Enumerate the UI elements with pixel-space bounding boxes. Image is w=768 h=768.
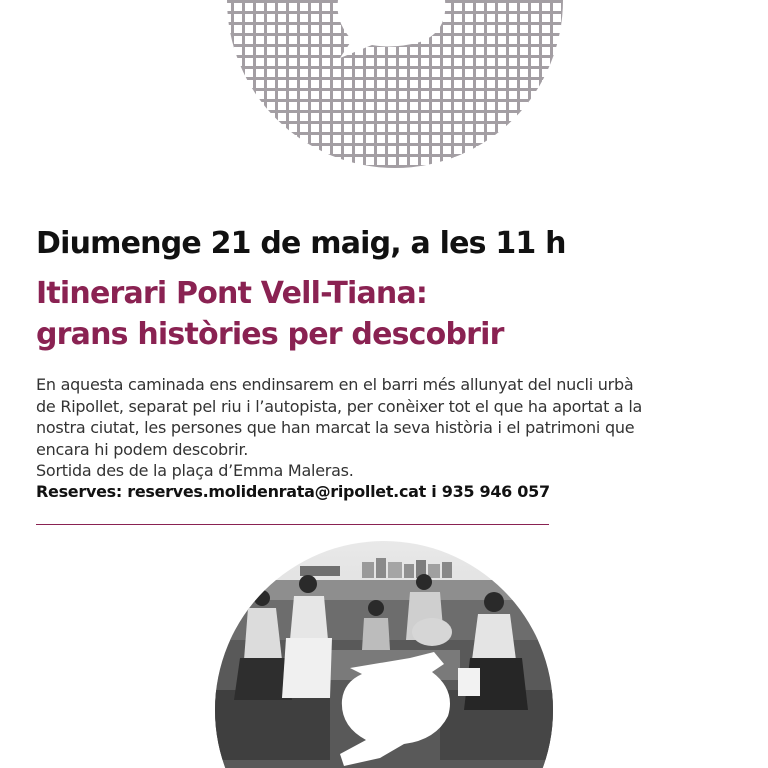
reservations-label: Reserves: — [36, 482, 122, 501]
reservations-phone[interactable]: 935 946 057 — [441, 482, 550, 501]
top-decorative-graphic — [0, 0, 768, 180]
checkered-circle-speech-bubble-icon — [227, 0, 563, 168]
vintage-photo-circle-icon — [200, 540, 570, 768]
event-title-line: grans històries per descobrir — [36, 317, 504, 352]
divider-line — [36, 524, 549, 525]
event-title-line: Itinerari Pont Vell-Tiana: — [36, 276, 428, 311]
reservations-email-link[interactable]: reserves.molidenrata@ripollet.cat — [127, 482, 426, 501]
description-line: nostra ciutat, les persones que han marcat la seva història i el patrimoni que — [36, 418, 635, 437]
description-line: de Ripollet, separat pel riu i l’autopista, per conèixer tot el que ha aportat a la — [36, 396, 643, 416]
event-description — [36, 374, 736, 482]
description-line: Sortida des de la plaça d’Emma Maleras. — [36, 461, 354, 480]
event-title — [36, 273, 504, 355]
description-line: En aquesta caminada ens endinsarem en el barri més allunyat del nucli urbà — [36, 375, 634, 394]
reservations-info — [36, 482, 550, 501]
reservations-joiner: i — [431, 482, 437, 501]
description-line: encara hi podem descobrir. — [36, 439, 249, 459]
event-date-heading: Diumenge 21 de maig, a les 11 h — [36, 226, 566, 261]
bottom-photo-graphic — [0, 540, 768, 768]
